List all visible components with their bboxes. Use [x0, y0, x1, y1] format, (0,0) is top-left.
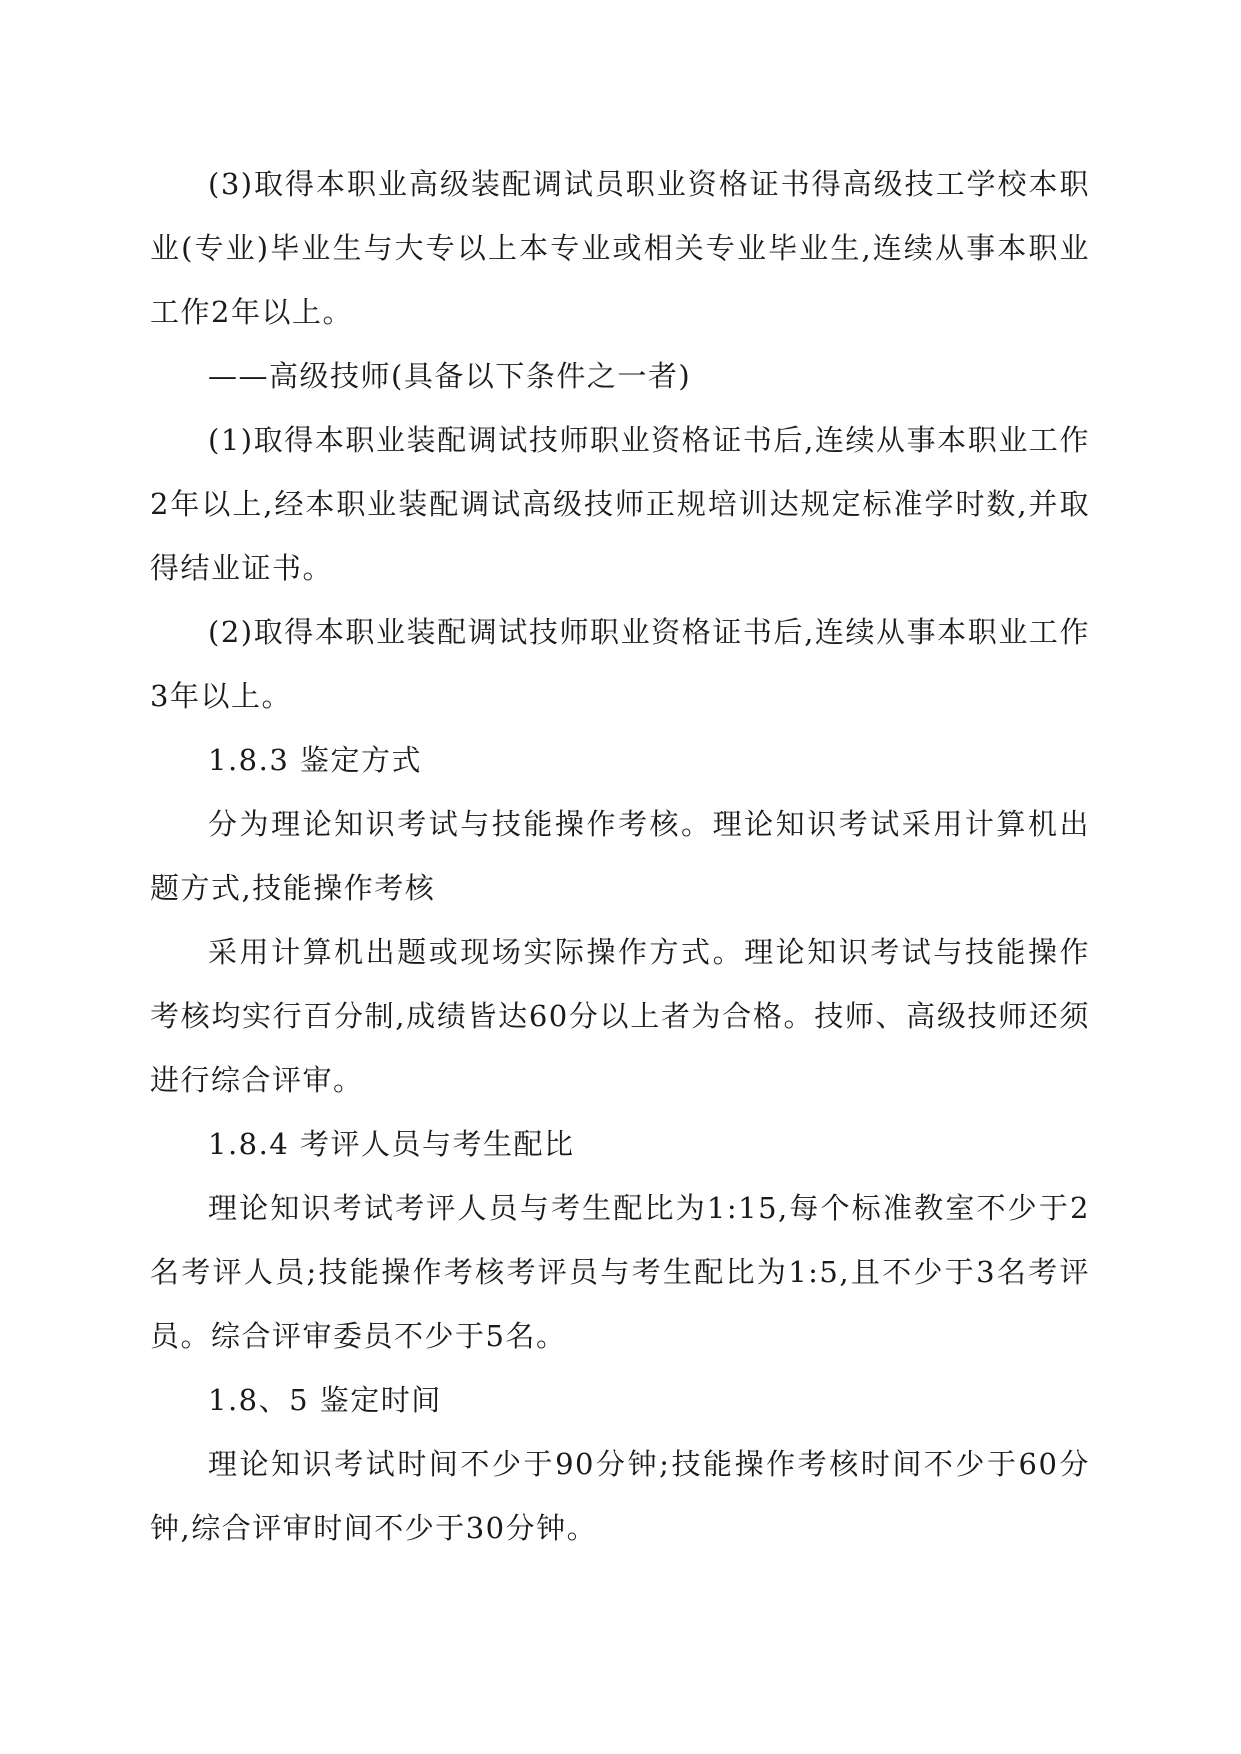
paragraph-condition-2: (2)取得本职业装配调试技师职业资格证书后,连续从事本职业工作3年以上。 — [150, 615, 1090, 713]
paragraph-condition-1: (1)取得本职业装配调试技师职业资格证书后,连续从事本职业工作2年以上,经本职业装配调试高级技师正规培训达规定标准学时数,并取得结业证书。 — [150, 423, 1090, 585]
document-page — [150, 152, 1090, 1560]
paragraph-appraisal-method-2: 采用计算机出题或现场实际操作方式。理论知识考试与技能操作考核均实行百分制,成绩皆达60分以上者为合格。技师、高级技师还须进行综合评审。 — [150, 935, 1090, 1097]
section-heading-appraisal-method: 1.8.3 鉴定方式 — [208, 743, 423, 777]
paragraph-senior-certificate: (3)取得本职业高级装配调试员职业资格证书得高级技工学校本职业(专业)毕业生与大专以上本专业或相关专业毕业生,连续从事本职业工作2年以上。 — [150, 167, 1090, 329]
paragraph-appraisal-method-1: 分为理论知识考试与技能操作考核。理论知识考试采用计算机出题方式,技能操作考核 — [150, 807, 1090, 905]
section-heading-appraisal-time: 1.8、5 鉴定时间 — [208, 1383, 442, 1417]
heading-senior-technician: ——高级技师(具备以下条件之一者) — [208, 359, 692, 393]
paragraph-appraisal-time: 理论知识考试时间不少于90分钟;技能操作考核时间不少于60分钟,综合评审时间不少于30分钟。 — [150, 1447, 1090, 1545]
paragraph-examiner-ratio: 理论知识考试考评人员与考生配比为1:15,每个标准教室不少于2名考评人员;技能操作考核考评员与考生配比为1:5,且不少于3名考评员。综合评审委员不少于5名。 — [150, 1191, 1090, 1353]
section-heading-examiner-ratio: 1.8.4 考评人员与考生配比 — [208, 1127, 575, 1161]
